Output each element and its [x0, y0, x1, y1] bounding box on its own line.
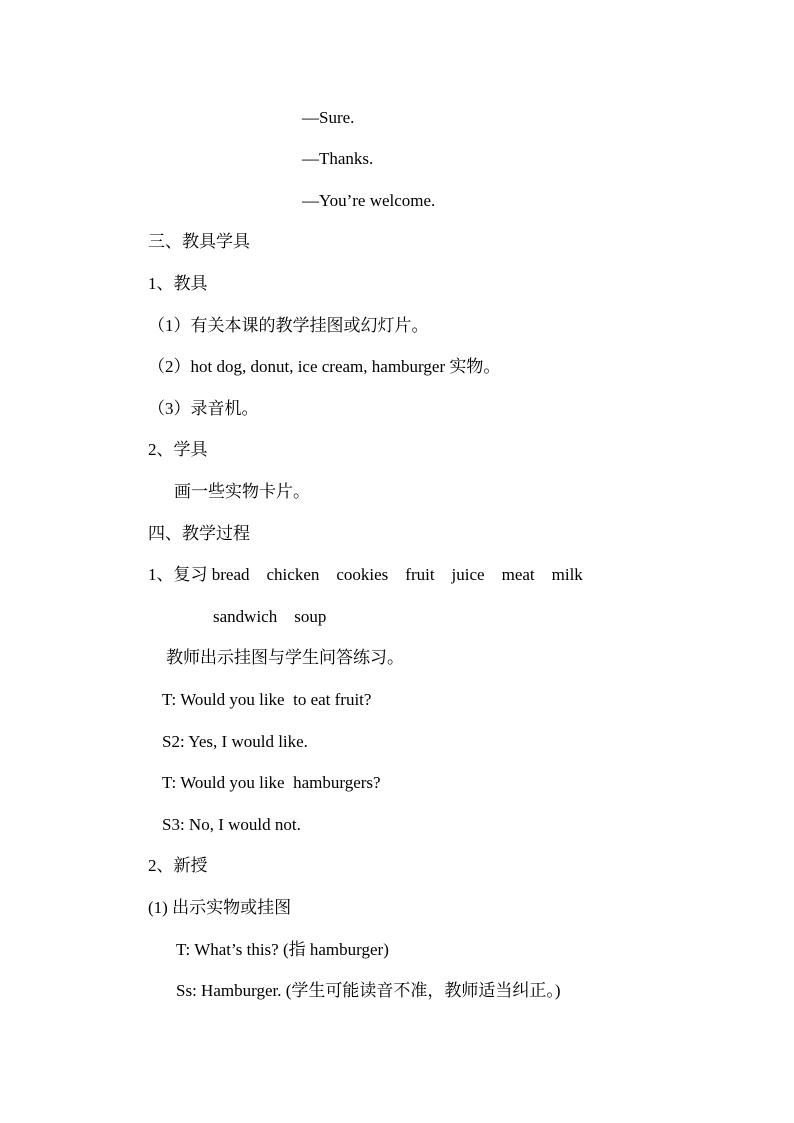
paragraph-draw-cards: 画一些实物卡片。 — [174, 482, 310, 501]
section-heading-teaching-process: 四、教学过程 — [148, 524, 250, 543]
step-new-lesson: 2、新授 — [148, 856, 208, 875]
step-review-words-continued: sandwich soup — [213, 607, 327, 626]
list-item-wall-charts: （1）有关本课的教学挂图或幻灯片。 — [148, 316, 429, 335]
subheading-student-aids: 2、学具 — [148, 440, 208, 459]
dialog-teacher-fruit: T: Would you like to eat fruit? — [162, 690, 372, 709]
dialog-line-sure: —Sure. — [302, 108, 355, 127]
dialog-line-thanks: —Thanks. — [302, 149, 374, 168]
dialog-student2-yes: S2: Yes, I would like. — [162, 732, 308, 751]
dialog-teacher-whats-this: T: What’s this? (指 hamburger) — [176, 940, 389, 959]
dialog-student3-no: S3: No, I would not. — [162, 815, 301, 834]
paragraph-teacher-shows-charts: 教师出示挂图与学生问答练习。 — [166, 648, 404, 667]
step-review-words: 1、复习 bread chicken cookies fruit juice meat milk — [148, 565, 583, 584]
substep-show-objects: (1) 出示实物或挂图 — [148, 898, 292, 917]
list-item-real-objects: （2）hot dog, donut, ice cream, hamburger 实物。 — [148, 357, 501, 376]
dialog-students-hamburger: Ss: Hamburger. (学生可能读音不准，教师适当纠正。) — [176, 981, 561, 1000]
dialog-line-welcome: —You’re welcome. — [302, 191, 436, 210]
subheading-teacher-aids: 1、教具 — [148, 274, 208, 293]
list-item-recorder: （3）录音机。 — [148, 399, 259, 418]
dialog-teacher-hamburgers: T: Would you like hamburgers? — [162, 773, 381, 792]
section-heading-teaching-aids: 三、教具学具 — [148, 232, 250, 251]
